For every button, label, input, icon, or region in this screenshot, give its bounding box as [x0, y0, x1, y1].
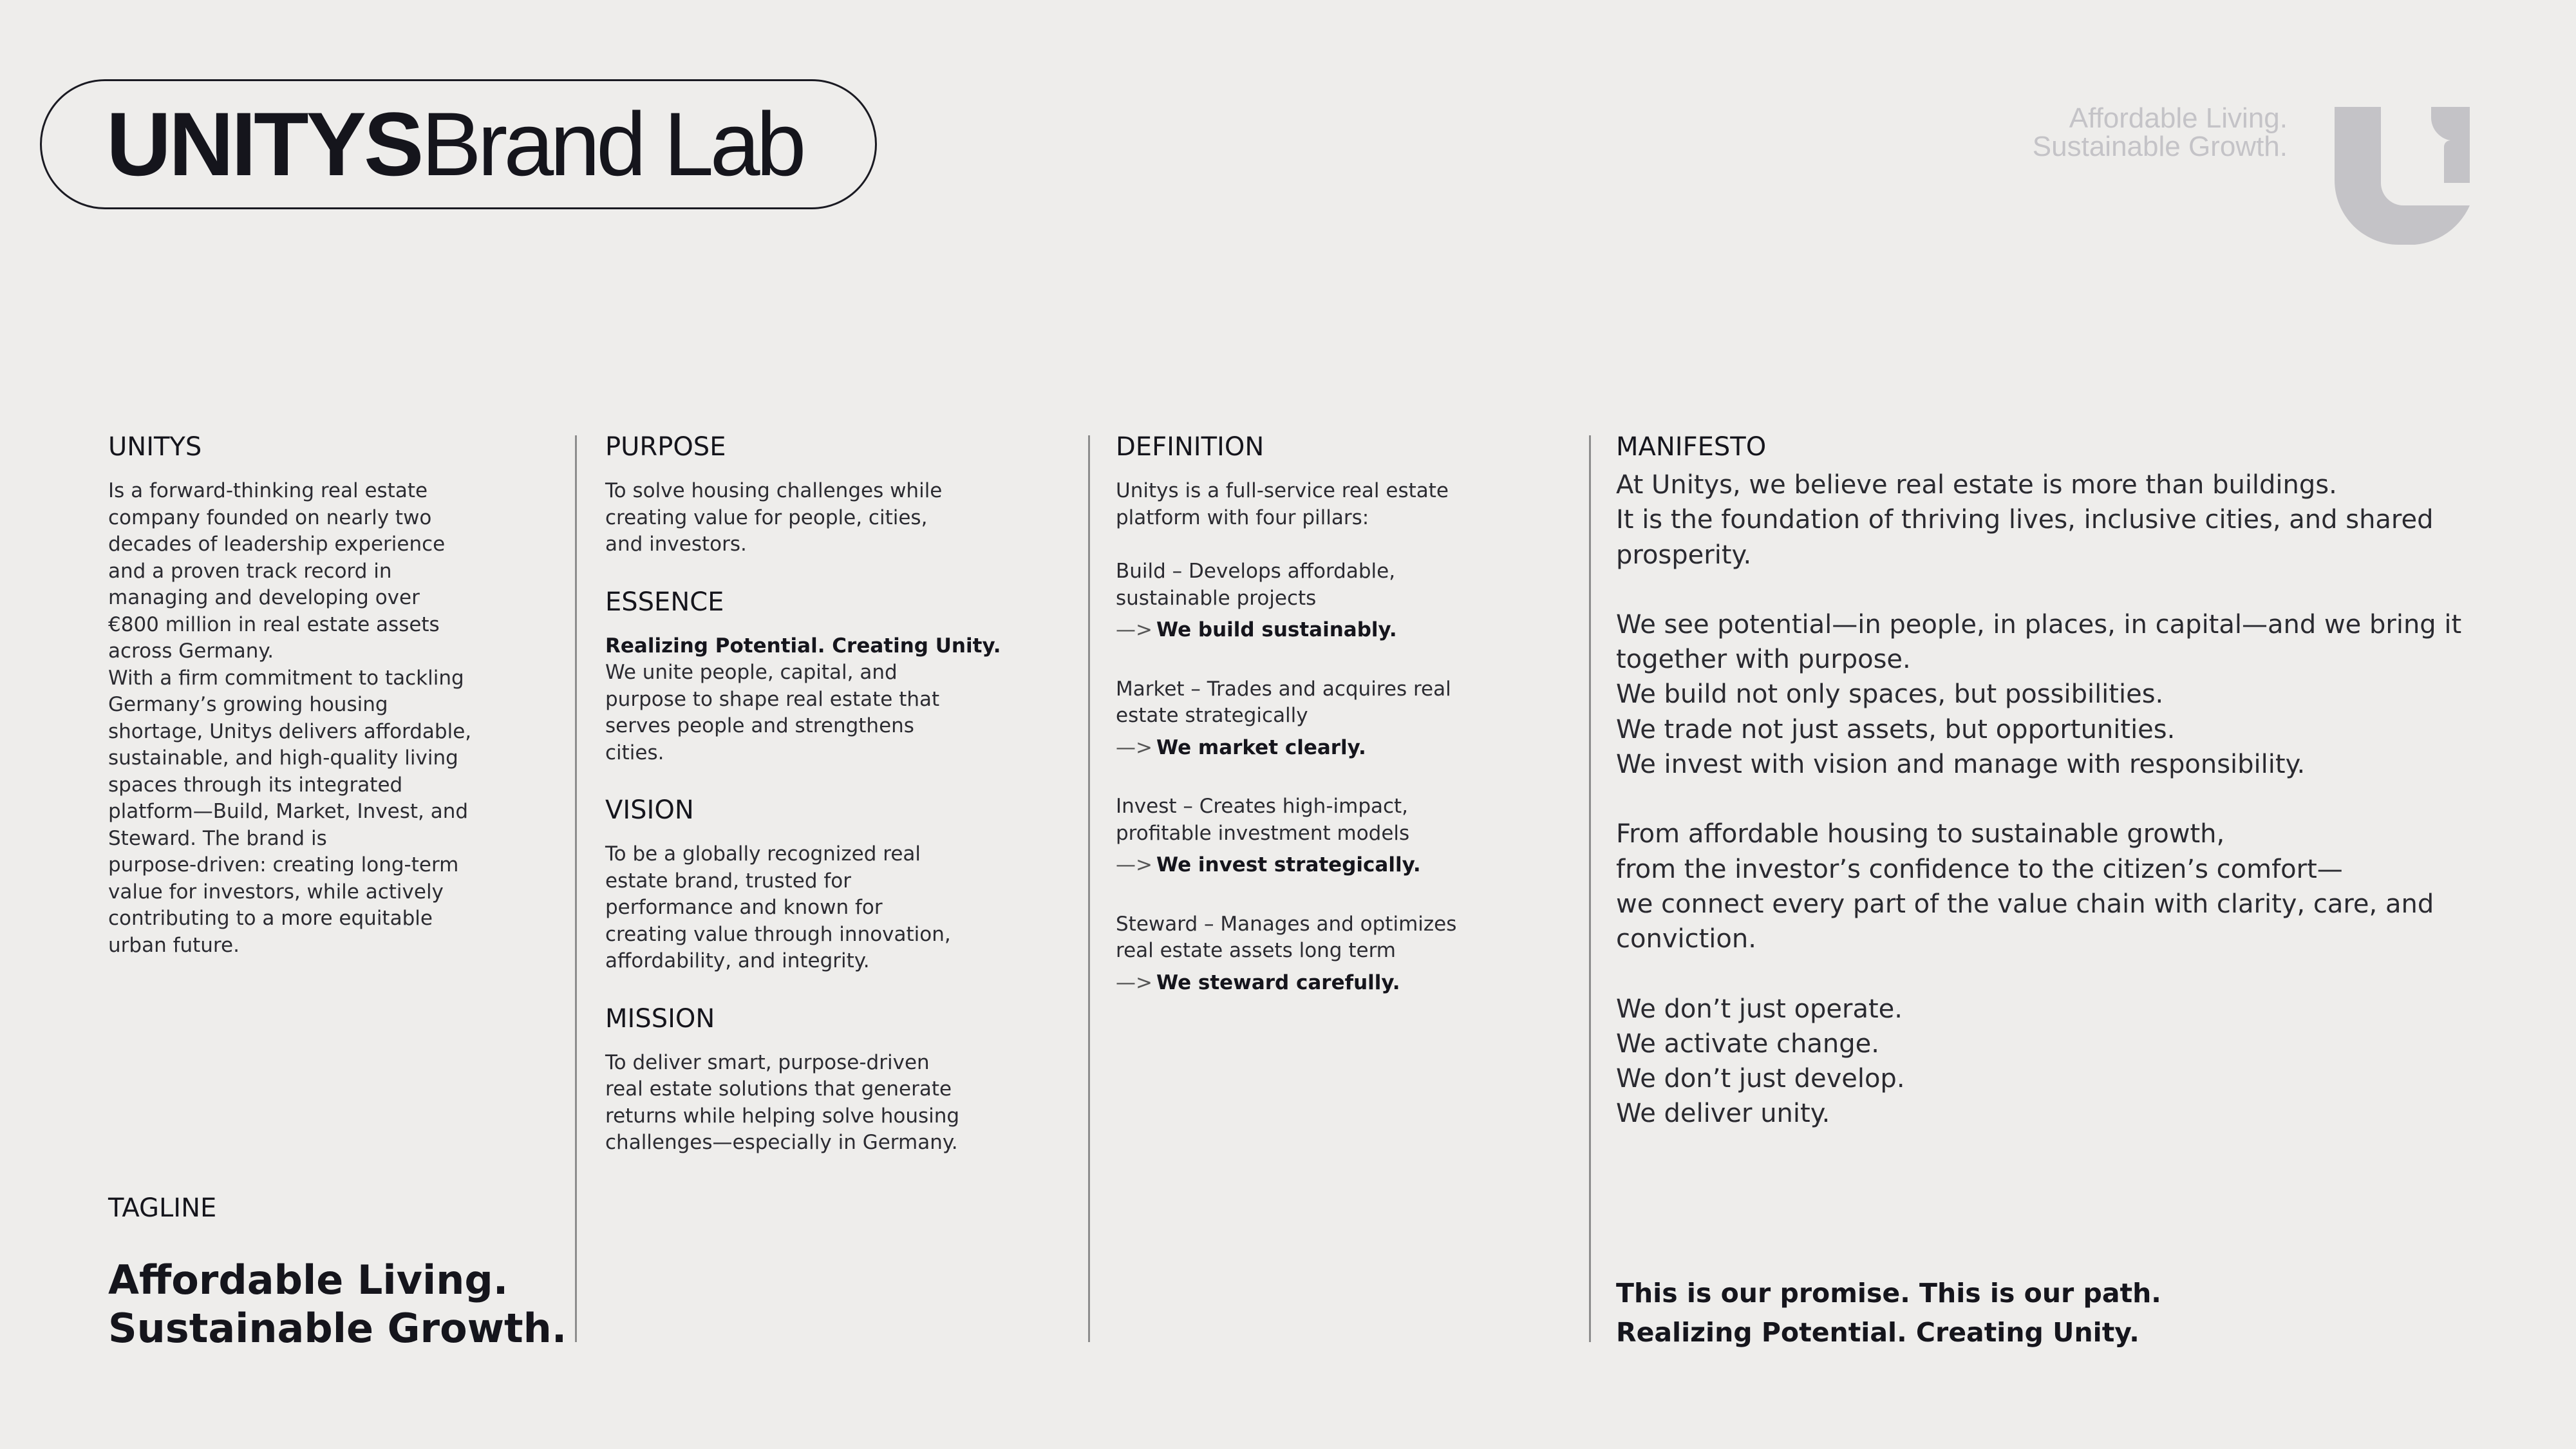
manifesto-line: we connect every part of the value chain with clarity, care, and	[1616, 889, 2434, 919]
purpose-heading: PURPOSE	[605, 432, 726, 462]
pillar-result	[1116, 970, 1456, 997]
corner-tagline-line: Sustainable Growth.	[2032, 131, 2288, 162]
manifesto-line: We don’t just operate.	[1616, 994, 1903, 1024]
pillar-build	[1116, 558, 1456, 644]
tagline-heading: TAGLINE	[108, 1193, 217, 1223]
unitys-body	[108, 478, 471, 959]
body-line: Germany’s growing housing	[108, 693, 388, 716]
body-line: real estate solutions that generate	[605, 1077, 952, 1101]
tagline-line: Affordable Living.	[108, 1256, 509, 1303]
arrow-icon: —>	[1116, 971, 1152, 994]
body-line: profitable investment models	[1116, 821, 1410, 845]
manifesto-paragraph	[1616, 607, 2461, 782]
body-line: Unitys is a full-service real estate	[1116, 479, 1449, 502]
body-line: sustainable, and high-quality living	[108, 746, 458, 770]
body-line: contributing to a more equitable	[108, 907, 433, 930]
body-line: estate brand, trusted for	[605, 869, 851, 893]
manifesto-line: prosperity.	[1616, 540, 1752, 570]
body-line: platform with four pillars:	[1116, 506, 1369, 529]
manifesto-paragraph	[1616, 817, 2461, 956]
pillar-result-text: We build sustainably.	[1156, 618, 1397, 641]
tagline	[108, 1256, 567, 1352]
body-line: performance and known for	[605, 896, 883, 919]
manifesto-line: We trade not just assets, but opportunities.	[1616, 714, 2176, 744]
column-divider	[575, 435, 577, 1342]
body-line: We unite people, capital, and	[605, 661, 898, 684]
pillar-list	[1116, 558, 1456, 996]
manifesto-line: We build not only spaces, but possibilities.	[1616, 679, 2164, 710]
body-line: shortage, Unitys delivers affordable,	[108, 719, 472, 743]
essence-heading: ESSENCE	[605, 587, 724, 617]
manifesto-line: It is the foundation of thriving lives, inclusive cities, and shared	[1616, 505, 2434, 535]
body-line: across Germany.	[108, 639, 274, 663]
pillar-steward	[1116, 911, 1456, 997]
body-line: platform—Build, Market, Invest, and	[108, 800, 469, 823]
corner-tagline	[2033, 104, 2288, 161]
definition-intro	[1116, 478, 1456, 531]
definition-heading: DEFINITION	[1116, 432, 1264, 462]
promise-line: Realizing Potential. Creating Unity.	[1616, 1317, 2139, 1348]
vision-block	[605, 795, 1001, 975]
manifesto-heading: MANIFESTO	[1616, 432, 1767, 462]
pillar-market	[1116, 676, 1456, 762]
arrow-icon: —>	[1116, 853, 1152, 876]
manifesto-section	[1616, 431, 2461, 1132]
body-line: real estate assets long term	[1116, 939, 1396, 962]
corner-tagline-line: Affordable Living.	[2069, 102, 2288, 134]
manifesto-line: From affordable housing to sustainable growth,	[1616, 819, 2225, 849]
arrow-icon: —>	[1116, 735, 1152, 759]
body-line: returns while helping solve housing	[605, 1104, 960, 1128]
body-line: Build – Develops affordable,	[1116, 560, 1396, 583]
body-line: serves people and strengthens	[605, 714, 914, 737]
body-line: managing and developing over	[108, 586, 420, 609]
pillar-result	[1116, 852, 1456, 879]
brand-lab-label: Brand Lab	[421, 93, 803, 194]
body-line: purpose to shape real estate that	[605, 687, 940, 711]
manifesto-line: We invest with vision and manage with responsibility.	[1616, 750, 2306, 780]
manifesto-line: We see potential—in people, in places, in capital—and we bring it	[1616, 609, 2462, 639]
body-line: To be a globally recognized real	[605, 842, 921, 866]
body-line: and a proven track record in	[108, 559, 392, 583]
manifesto-line: At Unitys, we believe real estate is more than buildings.	[1616, 470, 2337, 500]
pillar-invest	[1116, 793, 1456, 879]
body-line: To deliver smart, purpose-driven	[605, 1050, 930, 1074]
body-line: creating value for people, cities,	[605, 506, 928, 529]
essence-block	[605, 587, 1001, 767]
pillar-result-text: We steward carefully.	[1156, 971, 1400, 994]
manifesto-paragraph	[1616, 992, 2461, 1132]
vision-heading: VISION	[605, 795, 694, 825]
unitys-section	[108, 431, 471, 959]
manifesto-line: We don’t just develop.	[1616, 1064, 1905, 1094]
definition-section	[1116, 431, 1456, 996]
brand-lab-title	[40, 79, 877, 209]
body-line: Is a forward-thinking real estate	[108, 479, 428, 502]
essence-statement: Realizing Potential. Creating Unity.	[605, 634, 1001, 658]
body-line: Invest – Creates high-impact,	[1116, 795, 1409, 818]
purpose-block	[605, 431, 1001, 558]
tagline-line: Sustainable Growth.	[108, 1305, 567, 1352]
pillar-result	[1116, 735, 1456, 762]
body-line: affordability, and integrity.	[605, 949, 870, 972]
body-line: With a firm commitment to tackling	[108, 666, 464, 690]
manifesto-line: from the investor’s confidence to the citizen’s comfort—	[1616, 854, 2343, 884]
manifesto-line: We activate change.	[1616, 1028, 1879, 1059]
body-line: Market – Trades and acquires real	[1116, 677, 1451, 701]
mission-heading: MISSION	[605, 1003, 715, 1034]
body-line: sustainable projects	[1116, 586, 1317, 610]
promise-line: This is our promise. This is our path.	[1616, 1278, 2161, 1309]
manifesto-promise	[1616, 1274, 2161, 1352]
manifesto-line: together with purpose.	[1616, 645, 1911, 675]
pillar-result-text: We market clearly.	[1156, 735, 1366, 759]
column-divider	[1088, 435, 1090, 1342]
body-line: spaces through its integrated	[108, 773, 403, 797]
body-line: estate strategically	[1116, 704, 1308, 727]
body-line: To solve housing challenges while	[605, 479, 943, 502]
pillar-result	[1116, 617, 1456, 644]
body-line: €800 million in real estate assets	[108, 612, 440, 636]
body-line: creating value through innovation,	[605, 922, 951, 946]
manifesto-line: conviction.	[1616, 924, 1756, 954]
body-line: Steward. The brand is	[108, 826, 327, 850]
arrow-icon: —>	[1116, 618, 1152, 641]
body-line: company founded on nearly two	[108, 506, 432, 529]
body-line: urban future.	[108, 933, 240, 957]
manifesto-paragraph	[1616, 468, 2461, 573]
brand-core-section	[605, 431, 1001, 1157]
body-line: decades of leadership experience	[108, 533, 446, 556]
body-line: challenges—especially in Germany.	[605, 1131, 958, 1154]
unitys-heading: UNITYS	[108, 432, 202, 462]
mission-block	[605, 1003, 1001, 1157]
body-line: purpose-driven: creating long-term	[108, 853, 459, 876]
body-line: and investors.	[605, 533, 747, 556]
body-line: value for investors, while actively	[108, 880, 444, 904]
body-line: cities.	[605, 741, 664, 764]
brand-name: UNITYS	[106, 93, 422, 194]
body-line: Steward – Manages and optimizes	[1116, 912, 1457, 936]
column-divider	[1589, 435, 1591, 1342]
manifesto-line: We deliver unity.	[1616, 1099, 1830, 1129]
unitys-u-logo-icon	[2335, 107, 2470, 245]
pillar-result-text: We invest strategically.	[1156, 853, 1421, 876]
